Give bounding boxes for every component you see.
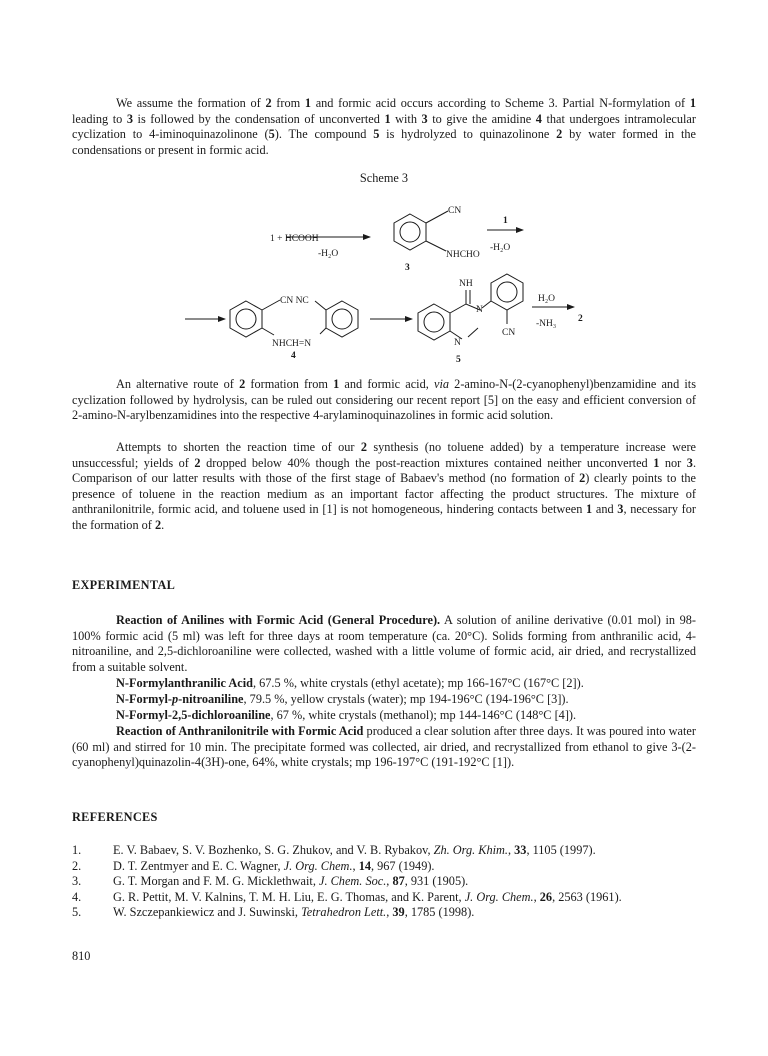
- compound-n-formyl-p-nitroaniline: N-Formyl-p-nitroaniline, 79.5 %, yellow crystals (water); mp 194-196°C (194-196°C [3]).: [116, 692, 569, 706]
- anthranilonitrile-reaction-paragraph: Reaction of Anthranilonitrile with Formic Acid produced a clear solution after three days. It was poured into water (60 ml) and stirred for 10 min. The precipitate formed was collected, air dried, and recrystallized from ethanol to give 3-(2-cyanophenyl)quinazolin-4(3H)-one, 64%, white crystals; mp 196-197°C (191-192°C [1]).: [72, 724, 696, 770]
- reaction-scheme: [180, 200, 620, 370]
- discussion-paragraph-2: Attempts to shorten the reaction time of our 2 synthesis (no toluene added) by a temperature increase were unsuccessful; yields of 2 dropped below 40% though the post-reaction mixtures contained neither unconverted 1 nor 3. Comparison of our latter results with those of the first stage of Babaev's method (no formation of 2) clearly points to the presence of toluene in the reaction medium as an important factor affecting the product structures. The mixture of anthranilonitrile, formic acid, and toluene used in [1] is not homogeneous, hindering contacts between 1 and 3, necessary for the formation of 2.: [72, 440, 697, 532]
- benzene-ring-5b: [491, 274, 523, 310]
- nhch-n-label: NHCH=N: [272, 339, 312, 349]
- compound-n-formyl-dichloroaniline: N-Formyl-2,5-dichloroaniline, 67 %, white crystals (methanol); mp 144-146°C (148°C [4]).: [116, 708, 577, 722]
- general-procedure-paragraph: Reaction of Anilines with Formic Acid (General Procedure). A solution of aniline derivative (0.01 mol) in 98-100% formic acid (5 ml) was left for three days at room temperature (ca. 20°C). Solids forming from anthranilic acid, 4-nitroaniline, and 2,5-dichloroaniline were collected, washed with a little volume of formic acid, air dried, and recrystallized from a suitable solvent.: [72, 613, 696, 674]
- scheme-title: Scheme 3: [359, 171, 409, 185]
- minus-water-label-2: -H₂O: [490, 243, 511, 253]
- water-label: H₂O: [538, 294, 556, 304]
- benzene-ring-3: [394, 214, 426, 250]
- nhcho-label: NHCHO: [446, 250, 480, 260]
- intro-paragraph: We assume the formation of 2 from 1 and formic acid occurs according to Scheme 3. Partial N-formylation of 1 leading to 3 is followed by the condensation of unconverted 1 with 3 to give the amidine 4 that undergoes intramolecular cyclization to 4-iminoquinazolinone (5). The compound 5 is hydrolyzed to quinazolinone 2 by water formed in the condensations or present in formic acid.: [72, 96, 697, 157]
- n-label-top: N: [476, 305, 483, 315]
- n-label-bottom: N: [454, 338, 461, 348]
- minus-water-label-1: -H₂O: [318, 249, 339, 259]
- compound-1-label: 1: [503, 216, 508, 226]
- reference-item: 5. W. Szczepankiewicz and J. Suwinski, Tetrahedron Lett., 39, 1785 (1998).: [72, 905, 475, 920]
- minus-nh3-label: -NH₃: [536, 319, 557, 329]
- reactant-label: 1 + HCOOH: [270, 234, 319, 244]
- cn-nc-label: CN NC: [280, 296, 309, 306]
- compound-2-label: 2: [578, 314, 583, 324]
- benzene-ring-4b: [326, 301, 358, 337]
- page-number: 810: [72, 949, 91, 963]
- reference-item: 1. E. V. Babaev, S. V. Bozhenko, S. G. Zhukov, and V. B. Rybakov, Zh. Org. Khim., 33, 1105 (1997).: [72, 843, 596, 857]
- reference-item: 2. D. T. Zentmyer and E. C. Wagner, J. Org. Chem., 14, 967 (1949).: [72, 858, 435, 873]
- reference-item: 4. G. R. Pettit, M. V. Kalnins, T. M. H. Liu, E. G. Thomas, and K. Parent, J. Org. Chem., 26, 2563 (1961).: [72, 889, 622, 904]
- benzene-ring-5a: [418, 304, 450, 340]
- compound-n-formylanthranilic-acid: N-Formylanthranilic Acid, 67.5 %, white crystals (ethyl acetate); mp 166-167°C (167°C [2]).: [116, 676, 584, 690]
- cn-label-3: CN: [448, 206, 462, 216]
- reference-item: 3. G. T. Morgan and F. M. G. Micklethwait, J. Chem. Soc., 87, 931 (1905).: [72, 874, 469, 889]
- references-heading: REFERENCES: [72, 810, 158, 824]
- compound-3-label: 3: [405, 263, 410, 273]
- compound-4-label: 4: [291, 351, 296, 361]
- reference-list: [72, 843, 712, 921]
- compound-5-label: 5: [456, 355, 461, 365]
- discussion-paragraph-1: An alternative route of 2 formation from 1 and formic acid, via 2-amino-N-(2-cyanophenyl)benzamidine and its cyclization followed by hydrolysis, can be ruled out considering our recent report [5] on the easy and efficient conversion of 2-amino-N-arylbenzamidines into the respective 4-arylaminoquinazolines in formic acid solution.: [72, 377, 696, 423]
- benzene-ring-4a: [230, 301, 262, 337]
- experimental-heading: EXPERIMENTAL: [72, 578, 176, 592]
- cn-label-5: CN: [502, 328, 516, 338]
- nh-label: NH: [459, 279, 473, 289]
